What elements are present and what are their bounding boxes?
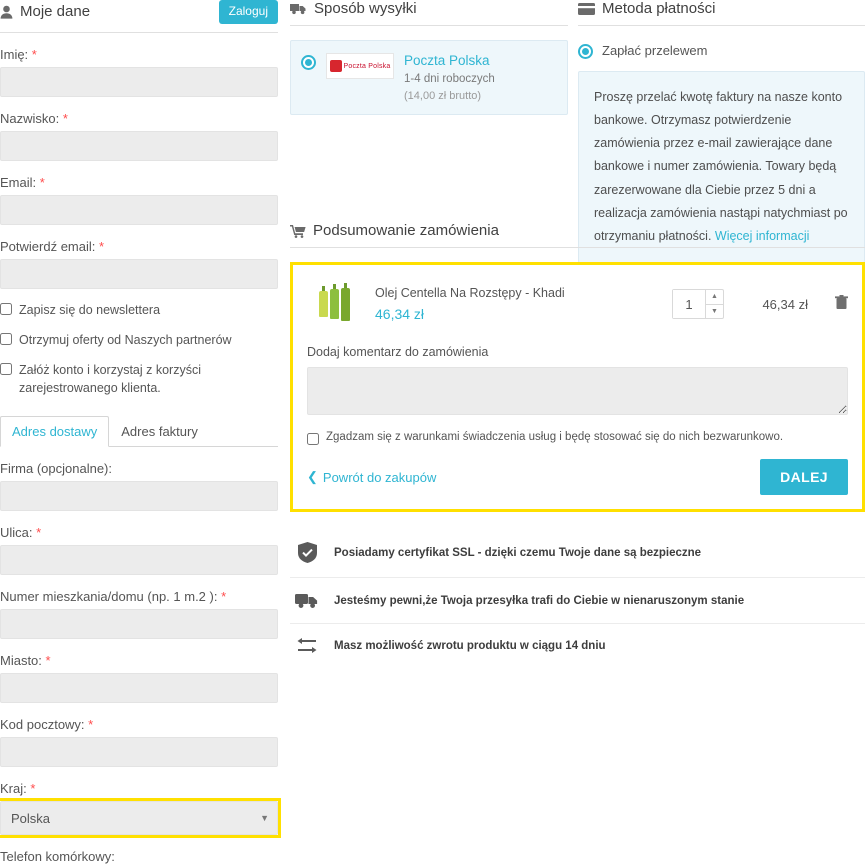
label-email-confirm: Potwierdź email: *	[0, 238, 105, 254]
terms-checkbox[interactable]	[307, 433, 319, 445]
payment-option-label: Zapłać przelewem	[602, 43, 708, 58]
payment-header	[578, 0, 865, 26]
summary-header	[290, 222, 865, 248]
trust-text-return: Masz możliwość zwrotu produktu w ciągu 14 dniu	[334, 640, 606, 652]
product-name[interactable]: Olej Centella Na Rozstępy - Khadi	[375, 286, 565, 300]
return-icon	[294, 638, 320, 654]
house-number-input[interactable]	[0, 609, 278, 639]
terms-label: Zgadzam się z warunkami świadczenia usług i będę stosować się do nich bezwarunkowo.	[326, 431, 784, 443]
shipping-header	[290, 0, 568, 26]
partner-offers-checkbox[interactable]	[0, 333, 12, 345]
trust-text-delivery: Jesteśmy pewni,że Twoja przesyłka trafi do Ciebie w nienaruszonym stanie	[334, 594, 745, 607]
postal-code-input[interactable]	[0, 737, 278, 767]
field-group-email-confirm	[0, 239, 278, 289]
shipping-option-delay: 1-4 dni roboczych	[404, 73, 495, 85]
terms-row[interactable]	[307, 431, 848, 445]
my-details-title: Moje dane	[20, 3, 91, 21]
trust-list	[290, 528, 865, 668]
country-select[interactable]	[0, 801, 278, 835]
trust-row-ssl	[290, 528, 865, 578]
trust-text-ssl: Posiadamy certyfikat SSL - dzięki czemu Twoje dane są bezpieczne	[334, 546, 702, 559]
label-kraj: Kraj: *	[0, 781, 36, 797]
partner-offers-label: Otrzymuj oferty od Naszych partnerów	[19, 332, 232, 347]
summary-box	[290, 262, 865, 512]
shipping-option-name: Poczta Polska	[404, 53, 490, 68]
label-nazwisko: Nazwisko: *	[0, 110, 68, 126]
field-group-nazwisko	[0, 111, 278, 161]
field-group-kraj	[0, 781, 278, 835]
my-details-header	[0, 0, 278, 33]
customer-details-column	[0, 0, 278, 864]
last-name-input[interactable]	[0, 131, 278, 161]
poczta-polska-logo	[326, 53, 394, 79]
trust-row-delivery	[290, 578, 865, 624]
label-kod-pocztowy: Kod pocztowy: *	[0, 717, 94, 733]
payment-title: Metoda płatności	[602, 0, 716, 17]
newsletter-checkbox[interactable]	[0, 303, 12, 315]
delete-item-icon[interactable]	[822, 295, 848, 313]
comment-label: Dodaj komentarz do zamówienia	[307, 345, 489, 359]
cart-icon	[290, 224, 306, 238]
first-name-input[interactable]	[0, 67, 278, 97]
shipping-option-poczta-polska[interactable]	[290, 40, 568, 115]
user-icon	[0, 5, 13, 19]
quantity-down-icon[interactable]: ▼	[711, 307, 718, 315]
shipping-title: Sposób wysyłki	[314, 0, 417, 17]
back-link-label: Powrót do zakupów	[322, 469, 437, 485]
create-account-label: Załóż konto i korzystaj z korzyści zarejestrowanego klienta.	[19, 362, 201, 395]
label-email: Email: *	[0, 174, 45, 190]
partner-offers-checkbox-row[interactable]	[0, 331, 278, 349]
shipping-option-price: (14,00 zł brutto)	[404, 90, 482, 102]
street-input[interactable]	[0, 545, 278, 575]
truck-icon	[290, 2, 307, 15]
field-group-email	[0, 175, 278, 225]
chevron-left-icon: ❮	[307, 469, 318, 484]
truck-icon	[294, 592, 320, 609]
product-unit-price: 46,34 zł	[375, 306, 425, 322]
next-button[interactable]: DALEJ	[760, 459, 848, 495]
summary-title: Podsumowanie zamówienia	[313, 222, 499, 239]
payment-option-transfer[interactable]	[578, 42, 865, 59]
login-button[interactable]: Zaloguj	[219, 0, 278, 24]
label-telefon: Telefon komórkowy:	[0, 849, 115, 864]
label-miasto: Miasto: *	[0, 653, 51, 669]
address-tabs	[0, 415, 278, 447]
payment-radio[interactable]	[578, 44, 593, 59]
order-summary-section	[290, 222, 865, 668]
tab-adres-dostawy[interactable]: Adres dostawy	[0, 416, 109, 447]
field-group-firma	[0, 461, 278, 511]
field-group-numer	[0, 589, 278, 639]
quantity-stepper[interactable]	[672, 289, 724, 319]
label-firma: Firma (opcjonalne):	[0, 461, 112, 477]
field-group-kod	[0, 717, 278, 767]
payment-description: Proszę przelać kwotę faktury na nasze konto bankowe. Otrzymasz potwierdzenie zamówienia przez e-mail zawierające dane bankowe i numer zamówienia. Towary będą zarezerwowane dla Ciebie przez 5 dni a realizacja zamówienia nastąpi natychmiast po otrzymaniu płatności.	[594, 90, 848, 243]
label-ulica: Ulica: *	[0, 525, 42, 541]
city-input[interactable]	[0, 673, 278, 703]
shield-icon	[294, 542, 320, 563]
trust-row-return	[290, 624, 865, 668]
label-numer: Numer mieszkania/domu (np. 1 m.2 ): *	[0, 589, 227, 605]
field-group-miasto	[0, 653, 278, 703]
credit-card-icon	[578, 3, 595, 15]
order-comment-textarea[interactable]	[307, 367, 848, 415]
line-total: 46,34 zł	[762, 296, 808, 312]
email-confirm-input[interactable]	[0, 259, 278, 289]
carrier-logo-text: Poczta Polska	[343, 62, 391, 70]
create-account-checkbox[interactable]	[0, 363, 12, 375]
chevron-down-icon: ▼	[260, 813, 269, 824]
field-group-ulica	[0, 525, 278, 575]
quantity-buttons[interactable]	[705, 290, 723, 318]
quantity-input[interactable]	[673, 290, 705, 318]
country-select-wrapper[interactable]	[0, 801, 278, 835]
label-imie: Imię: *	[0, 46, 37, 62]
summary-actions	[307, 459, 848, 495]
newsletter-label: Zapisz się do newslettera	[19, 302, 161, 317]
newsletter-checkbox-row[interactable]	[0, 301, 278, 319]
cart-item-row	[307, 277, 848, 331]
product-thumbnail[interactable]	[307, 277, 361, 331]
company-input[interactable]	[0, 481, 278, 511]
shipping-radio[interactable]	[301, 55, 316, 70]
more-info-link[interactable]: Więcej informacji	[714, 228, 810, 243]
create-account-checkbox-row[interactable]	[0, 361, 278, 397]
back-to-shopping-link[interactable]	[307, 469, 436, 485]
product-info	[375, 286, 658, 322]
field-group-imie	[0, 47, 278, 97]
tab-adres-faktury[interactable]: Adres faktury	[121, 424, 198, 440]
email-input[interactable]	[0, 195, 278, 225]
quantity-up-icon[interactable]: ▲	[706, 290, 723, 305]
shipping-column	[290, 0, 568, 115]
